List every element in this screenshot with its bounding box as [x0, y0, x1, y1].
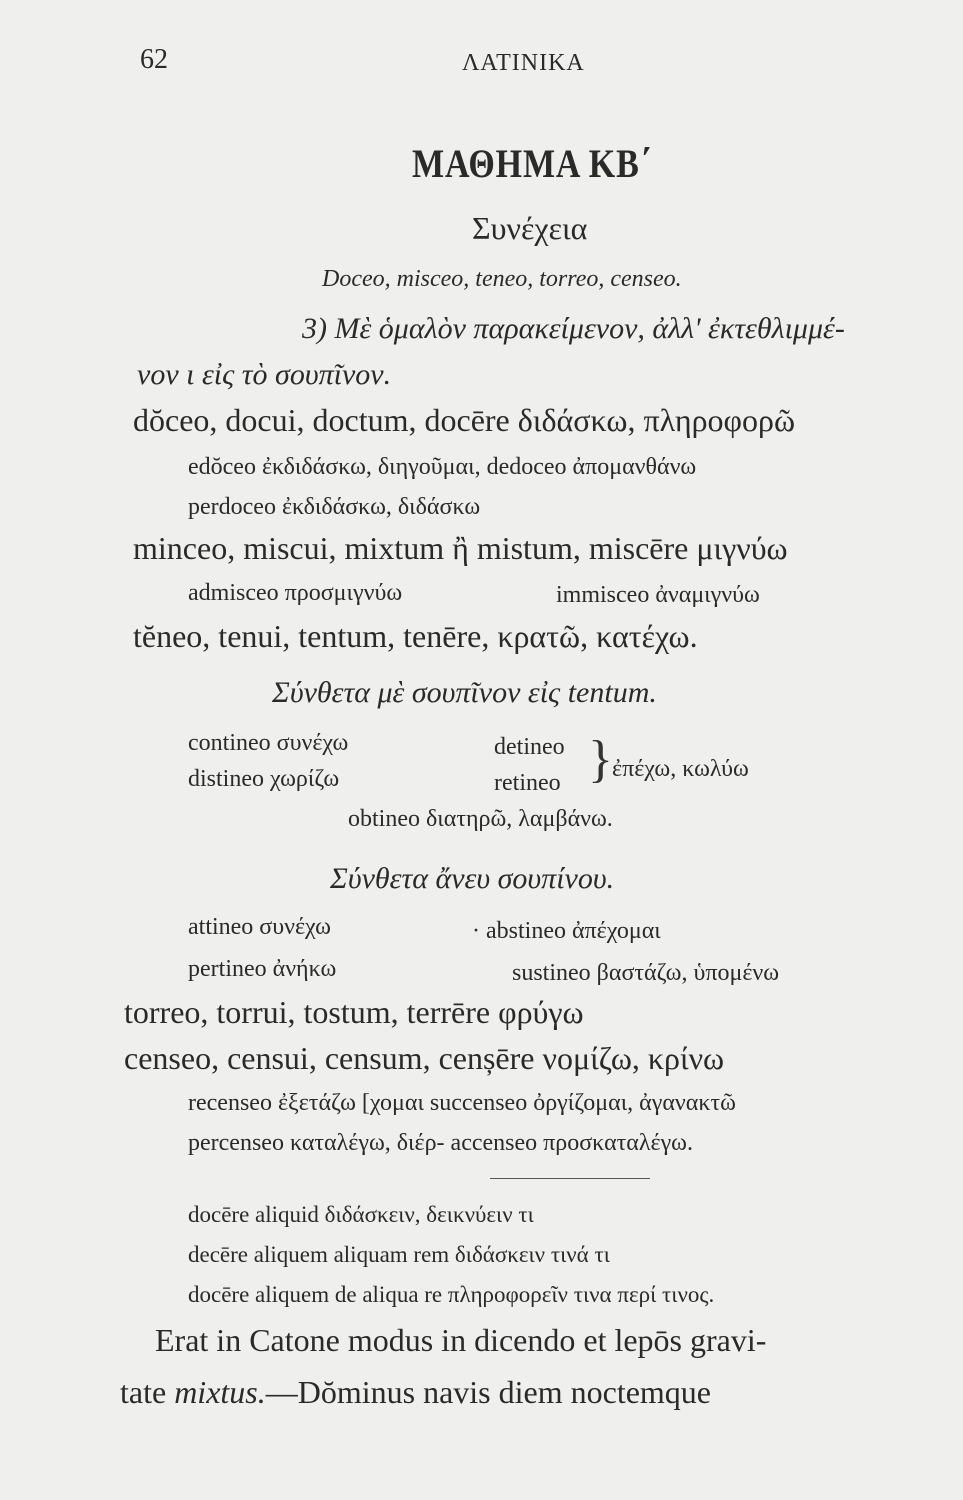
- reading-line-2-start: tate: [120, 1374, 175, 1410]
- reading-italic-word: mixtus.: [174, 1374, 266, 1410]
- rule-line-1: 3) Μὲ ὁμαλὸν παρακείμενον, ἀλλ' ἐκτεθλιμμέ-: [302, 312, 845, 345]
- section-divider: [490, 1178, 650, 1179]
- lesson-subtitle: Συνέχεια: [472, 210, 588, 246]
- entry-edoceo: edŏceo ἐκδιδάσκω, διηγοῦμαι, dedoceo ἀπομανθάνω: [188, 454, 697, 480]
- entry-immisceo: immisceo ἀναμιγνύω: [556, 582, 760, 608]
- entry-admisceo: admisceo προσμιγνύω: [188, 580, 403, 606]
- entry-abstineo: · abstineo ἀπέχομαι: [472, 918, 661, 944]
- entry-teneo: tĕneo, tenui, tentum, tenēre, κρατῶ, κατέχω.: [133, 618, 698, 654]
- entry-distineo: distineo χωρίζω: [188, 766, 340, 792]
- reading-line-2: [120, 1374, 711, 1411]
- compounds-with-heading: Σύνθετα μὲ σουπῖνον εἰς tentum.: [272, 676, 657, 709]
- entry-perdoceo: perdoceo ἐκδιδάσκω, διδάσκω: [188, 494, 481, 520]
- entry-contineo: contineo συνέχω: [188, 730, 349, 756]
- entry-percenseo: percenseo καταλέγω, διέρ- accenseo προσκαταλέγω.: [188, 1130, 693, 1156]
- reading-line-2-end: —Dŏminus navis diem noctemque: [265, 1374, 711, 1410]
- reading-line-1: Erat in Catone modus in dicendo et lepōs gravi-: [155, 1322, 767, 1358]
- page-number: 62: [140, 44, 168, 75]
- verbs-list: Doceo, misceo, teneo, torreo, censeo.: [322, 266, 682, 292]
- grouping-brace: }: [588, 731, 613, 788]
- phrase-2: decēre aliquem aliquam rem διδάσκειν τινά τι: [188, 1242, 610, 1267]
- phrase-3: docēre aliquem de aliqua re πληροφορεῖν τινα περί τινος.: [188, 1282, 715, 1307]
- entry-obtineo: obtineo διατηρῶ, λαμβάνω.: [348, 806, 613, 832]
- entry-doceo: dŏceo, docui, doctum, docēre διδάσκω, πληροφορῶ: [133, 402, 796, 438]
- entry-attineo: attineo συνέχω: [188, 914, 331, 940]
- entry-recenseo: recenseo ἐξετάζω [χομαι succenseo ὀργίζομαι, ἀγανακτῶ: [188, 1090, 736, 1116]
- brace-gloss: ἐπέχω, κωλύω: [612, 756, 749, 782]
- entry-minceo: minceo, miscui, mixtum ἢ mistum, miscēre μιγνύω: [133, 530, 788, 566]
- entry-detineo: detineo: [494, 734, 565, 760]
- phrase-1: docēre aliquid διδάσκειν, δεικνύειν τι: [188, 1202, 534, 1227]
- lesson-title: ΜΑΘΗΜΑ ΚΒ΄: [412, 141, 652, 186]
- entry-censeo: censeo, censui, censum, cenșēre νομίζω, κρίνω: [124, 1040, 725, 1076]
- compounds-without-heading: Σύνθετα ἄνευ σουπίνου.: [330, 862, 615, 895]
- rule-line-2: νον ι εἰς τὸ σουπῖνον.: [137, 358, 392, 391]
- entry-pertineo: pertineo ἀνήκω: [188, 956, 337, 982]
- entry-retineo: retineo: [494, 770, 561, 796]
- entry-torreo: torreo, torrui, tostum, terrēre φρύγω: [124, 994, 584, 1030]
- entry-sustineo: sustineo βαστάζω, ὑπομένω: [512, 960, 780, 986]
- running-title: ΛΑΤΙΝΙΚΑ: [462, 50, 585, 76]
